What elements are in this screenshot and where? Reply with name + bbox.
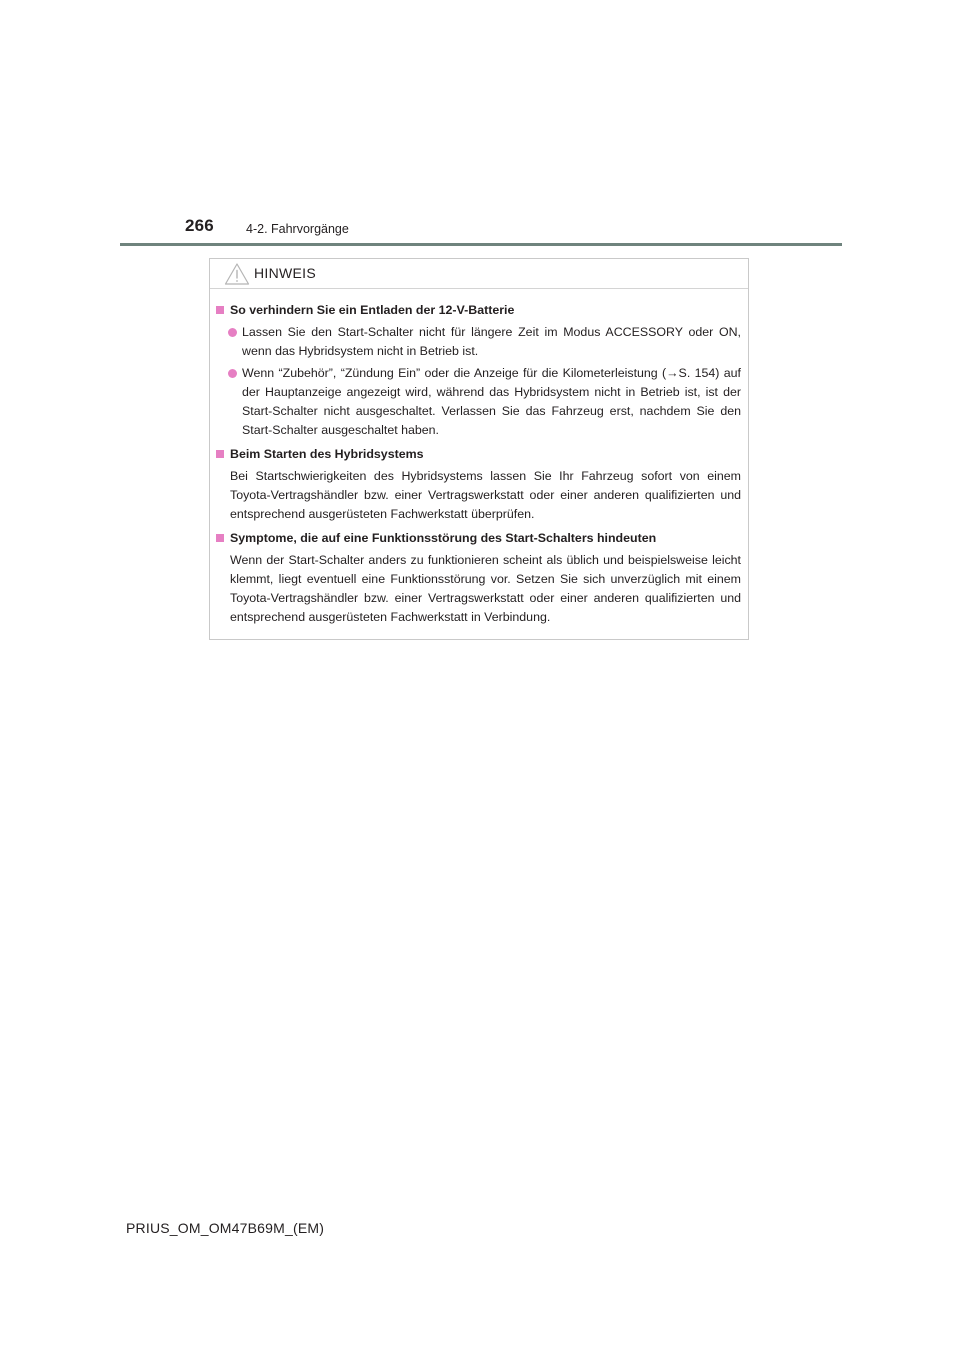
notice-header <box>210 259 748 289</box>
square-bullet-icon <box>216 450 224 458</box>
notice-label: HINWEIS <box>254 265 316 281</box>
document-code: PRIUS_OM_OM47B69M_(EM) <box>126 1220 325 1236</box>
topic-malfunction <box>216 529 741 627</box>
header-rule <box>120 243 842 246</box>
topic-paragraph: Bei Startschwierigkeiten des Hybridsystems lassen Sie Ihr Fahrzeug sofort von einem Toyota-Vertragshändler bzw. einer Vertragswerkstatt oder einer anderen qualifizierten und entsprechend ausgerüsteten Fachwerkstatt überprüfen. <box>230 469 741 521</box>
topic-battery <box>216 301 741 440</box>
topic-paragraph: Wenn der Start-Schalter anders zu funktionieren scheint als üblich und beispielsweise leicht klemmt, liegt eventuell eine Funktionsstörung vor. Setzen Sie sich unverzüglich mit einem Toyota-Vertragshändler bzw. einer Vertragswerkstatt oder einer anderen qualifizierten und entsprechend ausgerüsteten Fachwerkstatt in Verbindung. <box>230 553 741 624</box>
topic-start-hybrid <box>216 445 741 524</box>
page-number: 266 <box>185 216 214 235</box>
list-item <box>216 323 741 361</box>
notice-body <box>210 289 748 627</box>
topic-title <box>216 529 741 548</box>
topic-title-text: Symptome, die auf eine Funktionsstörung des Start-Schalters hindeuten <box>230 531 657 545</box>
square-bullet-icon <box>216 306 224 314</box>
list-item <box>216 364 741 440</box>
list-item-text: Lassen Sie den Start-Schalter nicht für längere Zeit im Modus ACCESSORY oder ON, wenn das Hybridsystem nicht in Betrieb ist. <box>242 325 741 358</box>
warning-triangle-icon <box>224 262 250 286</box>
topic-title <box>216 445 741 464</box>
list-item-text: Wenn “Zubehör”, “Zündung Ein” oder die Anzeige für die Kilometerleistung (→S. 154) auf der Hauptanzeige angezeigt wird, während das Hybridsystem nicht in Betrieb ist, ist der Start-Schalter nicht ausgeschaltet. Verlassen Sie das Fahrzeug erst, nachdem Sie den Start-Schalter ausgeschaltet haben. <box>242 366 741 437</box>
round-bullet-icon <box>228 369 237 378</box>
topic-title <box>216 301 741 320</box>
notice-box <box>209 258 749 640</box>
square-bullet-icon <box>216 534 224 542</box>
topic-title-text: So verhindern Sie ein Entladen der 12-V-Batterie <box>230 303 515 317</box>
round-bullet-icon <box>228 328 237 337</box>
section-title: 4-2. Fahrvorgänge <box>246 222 349 236</box>
topic-title-text: Beim Starten des Hybridsystems <box>230 447 424 461</box>
